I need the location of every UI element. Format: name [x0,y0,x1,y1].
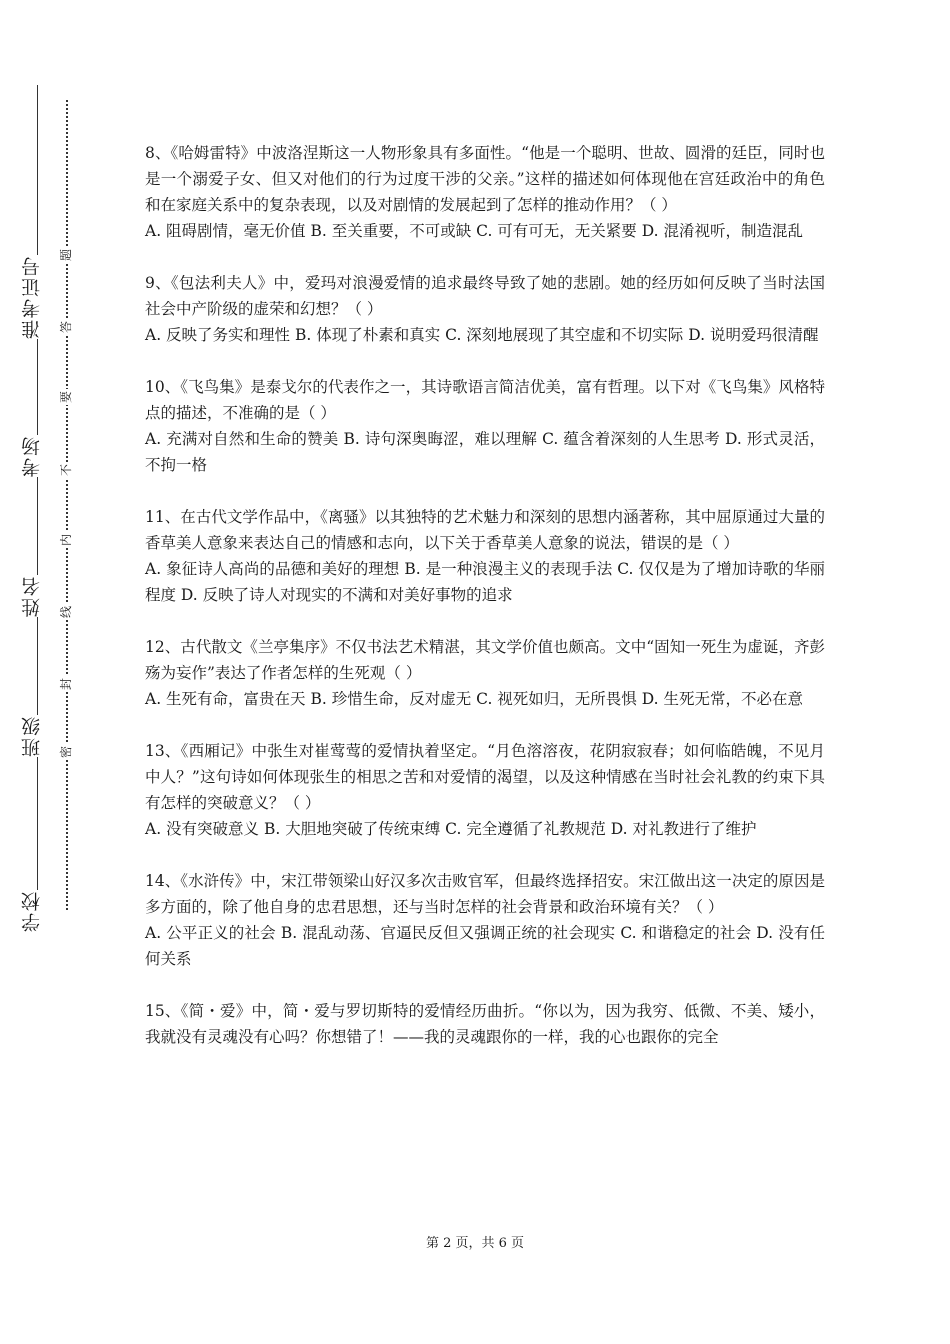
seal-char: 线 [59,606,73,619]
question-text: 14、《水浒传》中，宋江带领梁山好汉多次击败官军，但最终选择招安。宋江做出这一决定的原因是多方面的，除了他自身的忠君思想，还与当时怎样的社会背景和政治环境有关？（ ） [145,872,825,916]
question-9 [145,270,825,348]
question-list [145,140,825,1076]
seal-char: 内 [59,534,73,547]
binding-solid-line [37,85,38,930]
admission-number-label: 准考证号 [22,255,52,339]
question-15 [145,998,825,1050]
class-label: 班级 [22,715,52,757]
name-label: 姓名 [22,575,52,617]
question-14 [145,868,825,972]
question-8 [145,140,825,244]
seal-char: 答 [59,321,73,334]
question-text: 8、《哈姆雷特》中波洛涅斯这一人物形象具有多面性。“他是一个聪明、世故、圆滑的廷臣，同时也是一个溺爱子女、但又对他们的行为过度干涉的父亲。”这样的描述如何体现他在宫廷政治中的角色和在家庭关系中的复杂表现，以及对剧情的发展起到了怎样的推动作用？（ ） [145,144,825,214]
question-text: 9、《包法利夫人》中，爱玛对浪漫爱情的追求最终导致了她的悲剧。她的经历如何反映了当时法国社会中产阶级的虚荣和幻想？（ ） [145,274,825,318]
question-text: 12、古代散文《兰亭集序》不仅书法艺术精湛，其文学价值也颇高。文中“固知一死生为虚诞，齐彭殇为妄作”表达了作者怎样的生死观（ ） [145,638,825,682]
question-12 [145,634,825,712]
question-options: A. 生死有命，富贵在天 B. 珍惜生命，反对虚无 C. 视死如归，无所畏惧 D. 生死无常，不必在意 [145,690,803,708]
exam-room-label: 考场 [22,435,52,477]
question-options: A. 象征诗人高尚的品德和美好的理想 B. 是一种浪漫主义的表现手法 C. 仅仅是为了增加诗歌的华丽程度 D. 反映了诗人对现实的不满和对美好事物的追求 [145,560,825,604]
question-options: A. 公平正义的社会 B. 混乱动荡、官逼民反但又强调正统的社会现实 C. 和谐稳定的社会 D. 没有任何关系 [145,924,825,968]
question-10 [145,374,825,478]
page-footer: 第 2 页，共 6 页 [425,1236,525,1251]
seal-char: 密 [59,746,73,759]
question-text: 11、在古代文学作品中，《离骚》以其独特的艺术魅力和深刻的思想内涵著称，其中屈原通过大量的香草美人意象来表达自己的情感和志向，以下关于香草美人意象的说法，错误的是（ ） [145,508,825,552]
seal-char: 不 [59,464,73,477]
question-13 [145,738,825,842]
question-text: 13、《西厢记》中张生对崔莺莺的爱情执着坚定。“月色溶溶夜，花阴寂寂春；如何临皓魄，不见月中人？”这句诗如何体现张生的相思之苦和对爱情的渴望，以及这种情感在当时社会礼教的约束下具有怎样的突破意义？（ ） [145,742,825,812]
question-options: A. 没有突破意义 B. 大胆地突破了传统束缚 C. 完全遵循了礼教规范 D. 对礼教进行了维护 [145,820,757,838]
question-text: 15、《简・爱》中，简・爱与罗切斯特的爱情经历曲折。“你以为，因为我穷、低微、不美、矮小，我就没有灵魂没有心吗？你想错了！——我的灵魂跟你的一样，我的心也跟你的完全 [145,1002,825,1046]
binding-dotted-line [66,100,68,910]
question-options: A. 反映了务实和理性 B. 体现了朴素和真实 C. 深刻地展现了其空虚和不切实际 D. 说明爱玛很清醒 [145,326,819,344]
question-options: A. 阻碍剧情，毫无价值 B. 至关重要，不可或缺 C. 可有可无，无关紧要 D. 混淆视听，制造混乱 [145,222,803,240]
question-11 [145,504,825,608]
binding-margin [0,0,90,1344]
question-options: A. 充满对自然和生命的赞美 B. 诗句深奥晦涩，难以理解 C. 蕴含着深刻的人生思考 D. 形式灵活，不拘一格 [145,430,825,474]
school-label: 学校 [22,890,52,932]
question-text: 10、《飞鸟集》是泰戈尔的代表作之一，其诗歌语言简洁优美，富有哲理。以下对《飞鸟集》风格特点的描述，不准确的是（ ） [145,378,825,422]
seal-char: 封 [59,678,73,691]
seal-char: 题 [59,249,73,262]
seal-char: 要 [59,391,73,404]
